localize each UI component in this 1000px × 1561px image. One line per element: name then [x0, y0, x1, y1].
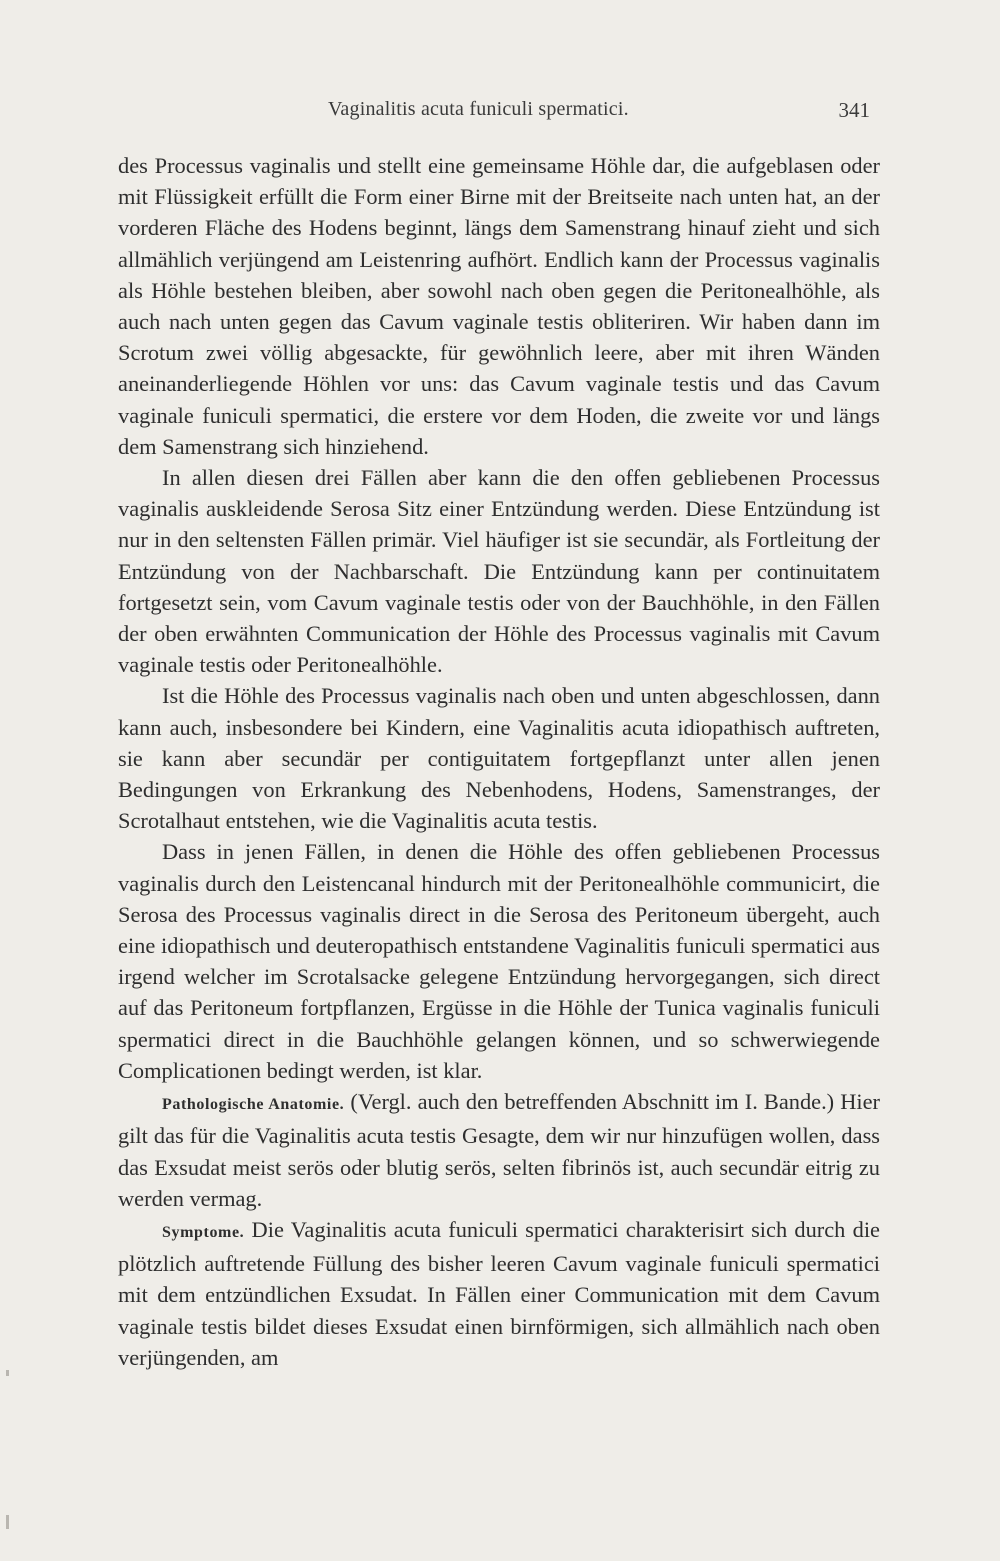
page-number: 341 [838, 98, 870, 122]
scan-speck [6, 1515, 9, 1529]
paragraph-text: Die Vaginalitis acuta funiculi spermatici charakterisirt sich durch die plötzlich auftretende Füllung des bisher leeren Cavum vaginale funiculi spermatici mit dem entzündlichen Exsudat. In Fällen einer Communication mit dem Cavum vaginale testis bildet dieses Exsudat einen birnförmigen, sich allmählich nach oben verjüngenden, am [118, 1216, 880, 1370]
paragraph [118, 680, 880, 836]
paragraph-text: Dass in jenen Fällen, in denen die Höhle des offen gebliebenen Processus vaginalis durch den Leistencanal hindurch mit der Peritonealhöhle communicirt, die Serosa des Processus vaginalis direct in die Serosa des Peritoneum übergeht, auch eine idiopathisch und deuteropathisch entstandene Vaginalitis funiculi spermatici aus irgend welcher im Scrotalsacke gelegene Entzündung hervorgegangen, sich direct auf das Peritoneum fortpflanzen, Ergüsse in die Höhle der Tunica vaginalis funiculi spermatici direct in die Bauchhöhle gelangen können, und so schwerwiegende Complicationen bedingt werden, ist klar. [118, 839, 880, 1083]
section-heading-symptome: Symptome. [162, 1223, 245, 1241]
paragraph [118, 1086, 880, 1214]
body-text [118, 150, 880, 1373]
paragraph [118, 150, 880, 462]
paragraph-text: In allen diesen drei Fällen aber kann die den offen gebliebenen Processus vaginalis auskleidende Serosa Sitz einer Entzündung werden. Diese Entzündung ist nur in den seltensten Fällen primär. Viel häufiger ist sie secundär, als Fortleitung der Entzündung von der Nachbarschaft. Die Entzündung kann per continuitatem fortgesetzt sein, vom Cavum vaginale testis oder von der Bauchhöhle, in den Fällen der oben erwähnten Communication der Höhle des Processus vaginalis mit Cavum vaginale testis oder Peritonealhöhle. [118, 465, 880, 678]
paragraph-text: (Vergl. auch den betreffenden Abschnitt im I. Bande.) Hier gilt das für die Vaginalitis acuta testis Gesagte, dem wir nur hinzufügen wollen, dass das Exsudat meist serös oder blutig serös, selten fibrinös ist, auch secundär eitrig zu werden vermag. [118, 1089, 881, 1211]
paragraph-text: Ist die Höhle des Processus vaginalis nach oben und unten abgeschlossen, dann kann auch, insbesondere bei Kindern, eine Vaginalitis acuta idiopathisch auftreten, sie kann aber secundär per contiguitatem fortgepflanzt unter allen jenen Bedingungen von Erkrankung des Nebenhodens, Hodens, Samenstranges, der Scrotalhaut entstehen, wie die Vaginalitis acuta testis. [118, 683, 880, 834]
scan-speck [6, 1370, 9, 1376]
paragraph [118, 836, 880, 1086]
section-heading-pathologische-anatomie: Pathologische Anatomie. [162, 1096, 345, 1114]
paragraph [118, 462, 880, 680]
running-title: Vaginalitis acuta funiculi spermatici. [328, 98, 629, 120]
paragraph [118, 1214, 880, 1373]
paragraph-text: des Processus vaginalis und stellt eine gemeinsame Höhle dar, die aufgeblasen oder mit Flüssigkeit erfüllt die Form einer Birne mit der Breitseite nach unten hat, an der vorderen Fläche des Hodens beginnt, längs dem Samenstrang hinauf zieht und sich allmählich verjüngend am Leistenring aufhört. Endlich kann der Processus vaginalis als Höhle bestehen bleiben, aber sowohl nach oben gegen die Peritonealhöhle, als auch nach unten gegen das Cavum vaginale testis obliteriren. Wir haben dann im Scrotum zwei völlig abgesackte, für gewöhnlich leere, aber mit ihren Wänden aneinanderliegende Höhlen vor uns: das Cavum vaginale testis und das Cavum vaginale funiculi spermatici, die erstere vor dem Hoden, die zweite vor und längs dem Samenstrang sich hinziehend. [118, 153, 880, 459]
page-header [118, 98, 880, 132]
